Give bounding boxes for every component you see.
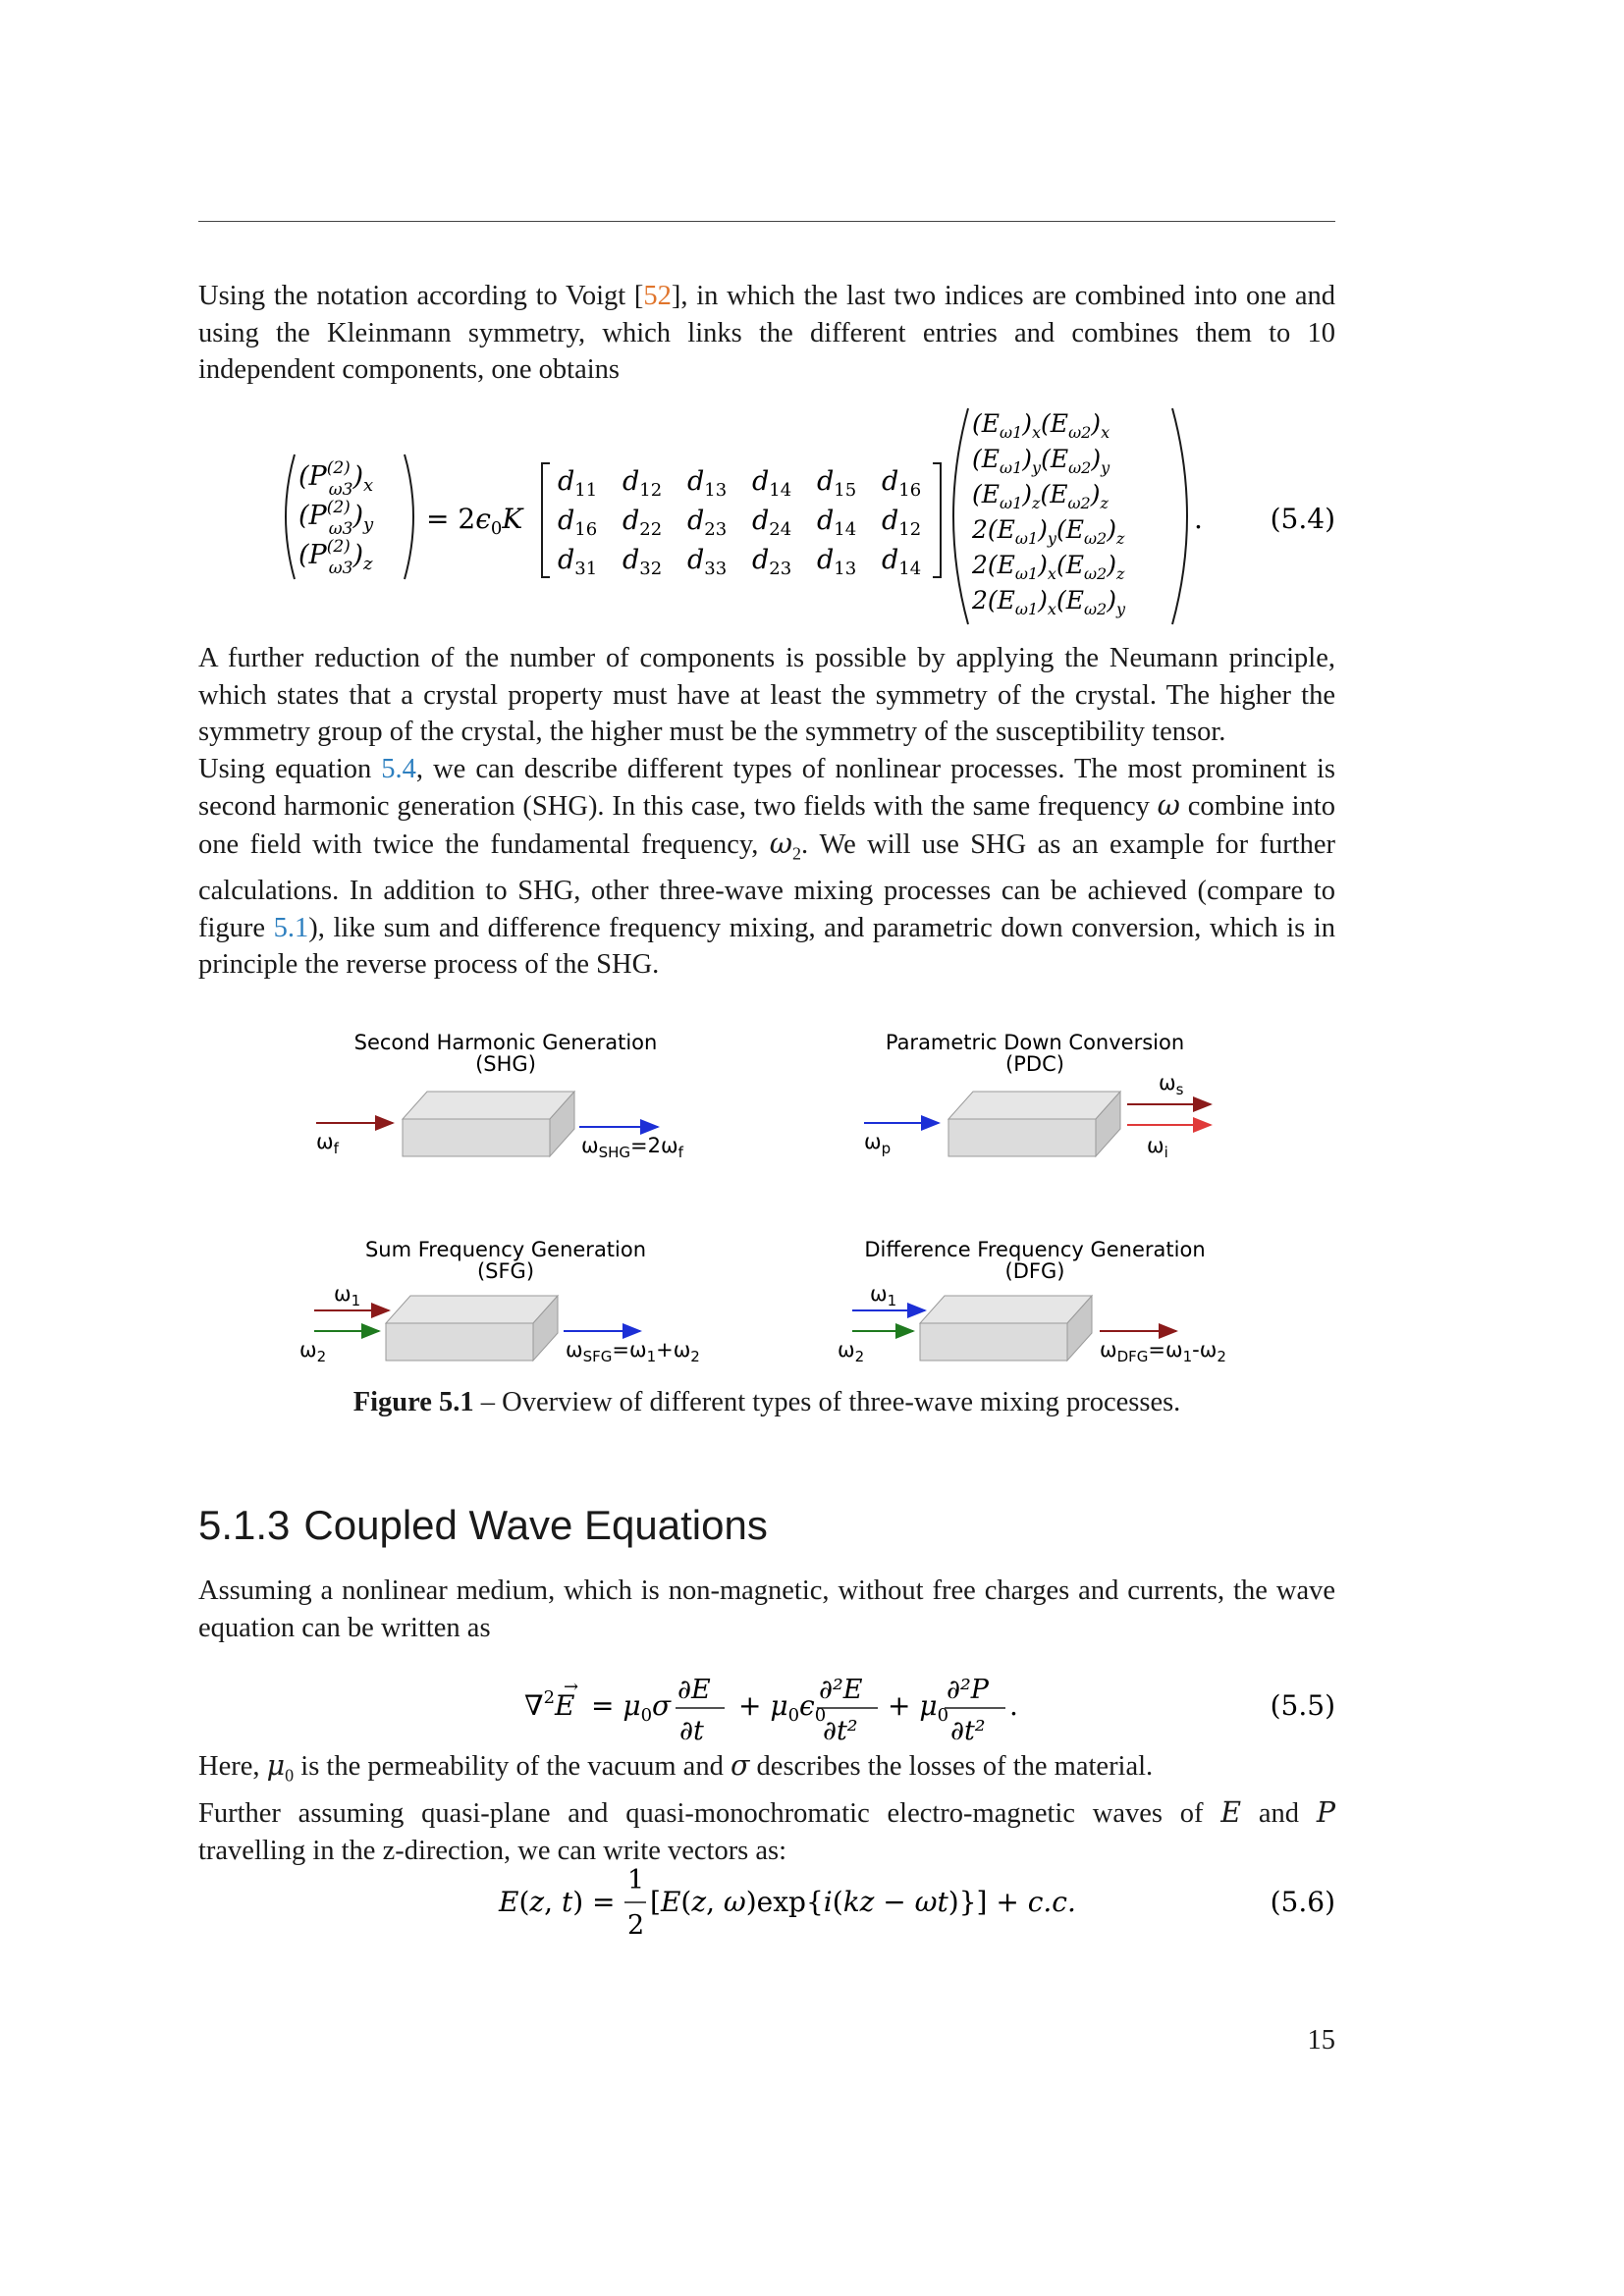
panel-sfg-title: Sum Frequency Generation [364, 1238, 647, 1261]
intro-paragraph: Using the notation according to Voigt [52], in which the last two indices are combined into one and using the Kleinmann symmetry, which links the different entries and combines them to 10 independent components, one obtains [198, 281, 1335, 386]
svg-text:1: 1 [627, 1865, 645, 1896]
vector-entry: $2(E_{\omega 1})_y(E_{\omega 2})_z$ [972, 515, 1125, 548]
using-paragraph: Using equation 5.4, we can describe different types of nonlinear processes. The most prominent is second harmonic generation (SHG). In this case, two fields with the same frequency ω combine into one field with twice the fundamental frequency, $\omega_2$. We will use SHG as an example for further calculations. In addition to SHG, other three-wave mixing processes can be achieved (compare to figure 5.1), like sum and difference frequency mixing, and parametric down conversion, which is in principle the reverse process of the SHG. [198, 753, 1335, 981]
svg-text:∂²E: ∂²E [819, 1675, 863, 1705]
neumann-paragraph: A further reduction of the number of components is possible by applying the Neumann principle, which states that a crystal property must have at least the symmetry of the crystal. The higher the symmetry group of the crystal, the higher must be the symmetry of the susceptibility tensor. [198, 643, 1335, 748]
equation-5-5 [198, 1659, 1335, 1747]
vector-entry: $(E_{\omega 1})_z(E_{\omega 2})_z$ [972, 480, 1109, 512]
panel-shg-title: Second Harmonic Generation [353, 1031, 658, 1054]
vector-entry: $(E_{\omega 1})_x(E_{\omega 2})_x$ [972, 409, 1110, 442]
eq55-number: (5.5) [1270, 1689, 1335, 1722]
here-paragraph: Here, $\mu_0$ is the permeability of the vacuum and σ describes the losses of the material. Further assuming quasi-plane and quasi-monochromatic electro-magnetic waves of E and P travelling in the z-direction, we can write vectors as: [198, 1749, 1335, 1866]
matrix-cell: $d_{32}$ [623, 545, 663, 579]
svg-text:E(z, t) =: E(z, t) = [499, 1886, 616, 1918]
label-shg-output: $\omega_{SHG}=2\omega_f$ [581, 1134, 683, 1161]
matrix-cell: $d_{12}$ [623, 466, 663, 501]
matrix-cell: $d_{12}$ [882, 506, 922, 540]
panel-pdc-title: Parametric Down Conversion [885, 1031, 1185, 1054]
matrix-cell: $d_{15}$ [817, 466, 857, 501]
matrix-cell: $d_{31}$ [558, 545, 598, 579]
svg-text:∂t²: ∂t² [823, 1716, 858, 1746]
coefficient-matrix [558, 466, 921, 579]
matrix-cell: $d_{16}$ [558, 506, 598, 540]
eq56-number: (5.6) [1270, 1886, 1335, 1918]
equation-link[interactable]: 5.4 [381, 753, 416, 784]
panel-shg-abbr: (SHG) [475, 1052, 536, 1076]
panel-pdc-abbr: (PDC) [1005, 1052, 1064, 1076]
panel-pdc [864, 1031, 1211, 1161]
label-sfg-input-2: $\omega_2$ [299, 1338, 327, 1365]
matrix-cell: $d_{24}$ [752, 506, 792, 540]
equation-5-4-svg [198, 400, 1335, 632]
svg-text:.: . [1009, 1689, 1018, 1722]
lhs-row-2: ($P^{(2)}$ $\omega 3)_y$ [298, 498, 374, 539]
eq54-trailing: . [1194, 503, 1203, 535]
citation-link[interactable]: 52 [643, 281, 672, 311]
matrix-cell: $d_{13}$ [687, 466, 728, 501]
section-heading: 5.1.3 Coupled Wave Equations [198, 1502, 768, 1548]
equation-5-6 [198, 1857, 1335, 1946]
vector-entry: $2(E_{\omega 1})_x(E_{\omega 2})_y$ [972, 586, 1126, 618]
label-dfg-input-1: $\omega_1$ [870, 1282, 897, 1309]
label-dfg-output: $\omega_{DFG}=\omega_1-\omega_2$ [1100, 1338, 1226, 1365]
label-pdc-idler: $\omega_i$ [1147, 1134, 1168, 1161]
panel-sfg-abbr: (SFG) [476, 1259, 535, 1283]
svg-text:∇2E: ∇$^2$E [524, 1687, 575, 1722]
matrix-cell: $d_{22}$ [623, 506, 663, 540]
crystal-dfg [920, 1296, 1092, 1361]
matrix-cell: $d_{13}$ [817, 545, 857, 579]
panel-dfg-title: Difference Frequency Generation [864, 1238, 1206, 1261]
label-pdc-signal: $\omega_s$ [1159, 1071, 1184, 1098]
svg-text:+ μ0: + $\mu_0$ [888, 1689, 949, 1726]
label-dfg-input-2: $\omega_2$ [838, 1338, 865, 1365]
eq54-number: (5.4) [1270, 503, 1335, 535]
matrix-cell: $d_{23}$ [752, 545, 792, 579]
label-pdc-input: $\omega_p$ [864, 1130, 892, 1157]
assuming-paragraph: Assuming a nonlinear medium, which is non-magnetic, without free charges and currents, the wave equation can be written as [198, 1575, 1335, 1643]
header-rule [198, 221, 1335, 222]
svg-text:2: 2 [627, 1910, 645, 1941]
equation-5-6-svg [198, 1857, 1335, 1946]
matrix-cell: $d_{33}$ [687, 545, 728, 579]
label-sfg-output: $\omega_{SFG}=\omega_1+\omega_2$ [566, 1338, 700, 1365]
figure-5-1 [285, 1021, 1247, 1374]
svg-text:∂E: ∂E [677, 1675, 711, 1705]
label-sfg-input-1: $\omega_1$ [334, 1282, 361, 1309]
svg-text:[E(z, ω)exp{i(kz − ωt)}] + c.c: [E(z, ω)exp{i(kz − ωt)}] + c.c. [650, 1886, 1076, 1918]
coefficient: = $2\epsilon_0K$ [426, 503, 523, 539]
panel-dfg [838, 1238, 1226, 1365]
panel-sfg [299, 1238, 700, 1365]
panel-shg [316, 1031, 684, 1161]
equation-5-5-svg [198, 1659, 1335, 1747]
crystal-shg [403, 1092, 574, 1156]
crystal-pdc [948, 1092, 1120, 1156]
lhs-row-1: ($P^{(2)}$ $\omega 3)_x$ [298, 458, 374, 500]
svg-text:→: → [564, 1677, 579, 1697]
lhs-row-3: ($P^{(2)}$ $\omega 3)_z$ [298, 537, 373, 578]
label-shg-input: $\omega_f$ [316, 1130, 339, 1157]
panel-dfg-abbr: (DFG) [1004, 1259, 1065, 1283]
svg-text:+ μ0ϵ0: + $\mu_0\epsilon_0$ [738, 1689, 827, 1726]
matrix-cell: $d_{16}$ [882, 466, 922, 501]
matrix-cell: $d_{14}$ [752, 466, 792, 501]
vector-entry: $(E_{\omega 1})_y(E_{\omega 2})_y$ [972, 445, 1110, 477]
field-vector [971, 409, 1126, 618]
body-paragraphs [198, 640, 1335, 984]
figure-5-1-svg [285, 1021, 1247, 1374]
figure-caption: Figure 5.1 – Overview of different types of three-wave mixing processes. [352, 1387, 1181, 1417]
matrix-cell: $d_{11}$ [558, 466, 598, 501]
figure-link[interactable]: 5.1 [273, 912, 309, 943]
matrix-cell: $d_{23}$ [687, 506, 728, 540]
page-number: 15 [1307, 2025, 1335, 2056]
matrix-cell: $d_{14}$ [882, 545, 922, 579]
svg-text:∂t: ∂t [679, 1716, 704, 1746]
svg-text:= μ0σ: = $\mu_0\sigma$ [591, 1689, 672, 1726]
equation-5-4 [198, 400, 1335, 632]
crystal-sfg [386, 1296, 558, 1361]
svg-text:∂t²: ∂t² [950, 1716, 986, 1746]
vector-entry: $2(E_{\omega 1})_x(E_{\omega 2})_z$ [972, 551, 1125, 583]
matrix-cell: $d_{14}$ [817, 506, 857, 540]
svg-text:∂²P: ∂²P [947, 1675, 989, 1705]
